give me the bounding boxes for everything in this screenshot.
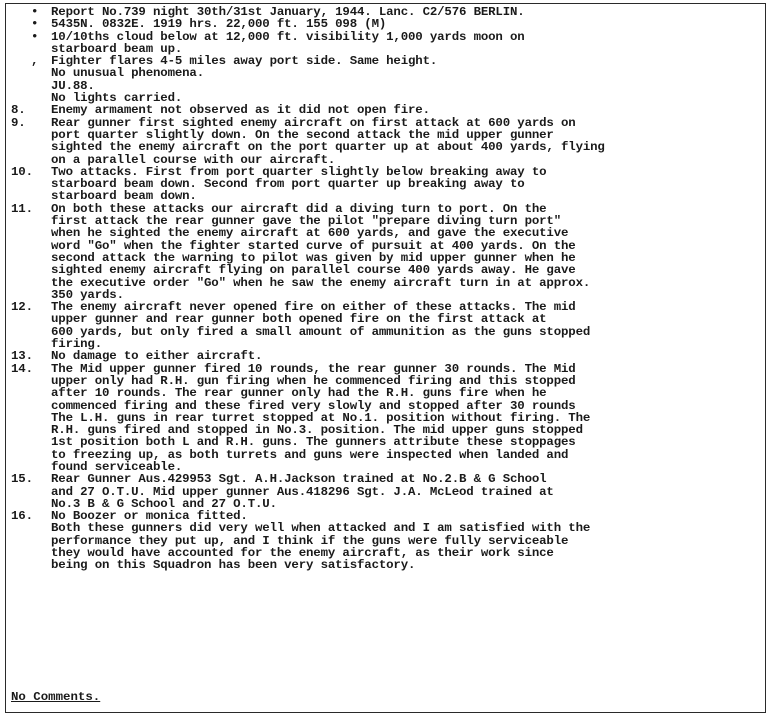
bullet-marker: ,: [31, 54, 39, 69]
numbered-item: [9, 473, 757, 510]
item-number: 16.: [11, 509, 33, 524]
numbered-item: [9, 166, 757, 203]
header-item-text: 5435N. 0832E. 1919 hrs. 22,000 ft. 155 098 (M): [51, 17, 387, 32]
header-item: [9, 31, 757, 56]
header-item-text: No unusual phenomena.: [51, 66, 204, 81]
report-body: [6, 4, 765, 572]
header-item-text: No lights carried.: [51, 91, 183, 106]
item-text: Rear gunner first sighted enemy aircraft on first attack at 600 yards on port quarter slightly down. On the second attack the mid upper gunner sighted the enemy aircraft on the port quarter up at about 400 yards, flying on a parallel course with our aircraft.: [51, 115, 605, 167]
item-number: 14.: [11, 361, 33, 376]
header-item-text: Fighter flares 4-5 miles away port side. Same height.: [51, 54, 438, 69]
numbered-item: [9, 203, 757, 301]
footer-comments: No Comments.: [11, 690, 101, 704]
item-text: No Boozer or monica fitted. Both these gunners did very well when attacked and I am satisfied with the performance they put up, and I think if the guns were fully serviceable they would have accounted for the enemy aircraft, as their work since being on this Squadron has been very satisfactory.: [51, 509, 591, 573]
item-text: On both these attacks our aircraft did a diving turn to port. On the first attack the rear gunner gave the pilot "prepare diving turn port" when he sighted the enemy aircraft at 600 yards, and gave the executive word "Go" when the fighter started curve of pursuit at 400 yards. On the second attack the warning to pilot was given by mid upper gunner when he sighted enemy aircraft flying on parallel course 400 yards away. He gave the executive order "Go" when he saw the enemy aircraft turn in at approx. 350 yards.: [51, 201, 591, 302]
item-text: The Mid upper gunner fired 10 rounds, the rear gunner 30 rounds. The Mid upper only had R.H. gun firing when he commenced firing and this stopped after 10 rounds. The rear gunner only had the R.H. guns fire when he commenced firing and these fired very slowly and stopped after 30 rounds The L.H. guns in rear turret stopped at No.1. position without firing. The R.H. guns fired and stopped in No.3. position. The mid upper guns stopped 1st position both L and R.H. guns. The gunners attribute these stoppages to freezing up, as both turrets and guns were inspected when landed and found serviceable.: [51, 361, 591, 474]
numbered-item: [9, 117, 757, 166]
header-item-text: JU.88.: [51, 78, 95, 93]
numbered-item: [9, 104, 757, 116]
bullet-marker: •: [31, 17, 39, 32]
numbered-item: [9, 301, 757, 350]
header-item: [9, 67, 757, 79]
numbered-item: [9, 510, 757, 571]
item-text: Enemy armament not observed as it did not open fire.: [51, 103, 430, 118]
bullet-marker: •: [31, 5, 39, 19]
item-number: 8.: [11, 103, 26, 118]
item-text: Rear Gunner Aus.429953 Sgt. A.H.Jackson trained at No.2.B & G School and 27 O.T.U. Mid upper gunner Aus.418296 Sgt. J.A. McLeod trained at No.3 B & G School and 27 O.T.U.: [51, 472, 554, 511]
item-text: No damage to either aircraft.: [51, 349, 263, 364]
item-number: 10.: [11, 164, 33, 179]
header-item-text: 10/10ths cloud below at 12,000 ft. visibility 1,000 yards moon on starboard beam up.: [51, 29, 525, 56]
item-text: Two attacks. First from port quarter slightly below breaking away to starboard beam down. Second from port quarter up breaking away to starboard beam down.: [51, 164, 547, 204]
item-text: The enemy aircraft never opened fire on either of these attacks. The mid upper gunner and rear gunner both opened fire on the first attack at 600 yards, but only fired a small amount of ammunition as the guns stopped firing.: [51, 300, 591, 352]
item-number: 9.: [11, 115, 26, 130]
item-number: 11.: [11, 201, 33, 216]
item-number: 15.: [11, 472, 33, 487]
numbered-item: [9, 350, 757, 362]
header-item-text: Report No.739 night 30th/31st January, 1944. Lanc. C2/576 BERLIN.: [51, 5, 525, 19]
document-page: [5, 3, 766, 713]
bullet-marker: •: [31, 29, 39, 44]
item-number: 13.: [11, 349, 33, 364]
item-number: 12.: [11, 300, 33, 315]
header-item: [9, 18, 757, 30]
numbered-item: [9, 363, 757, 474]
